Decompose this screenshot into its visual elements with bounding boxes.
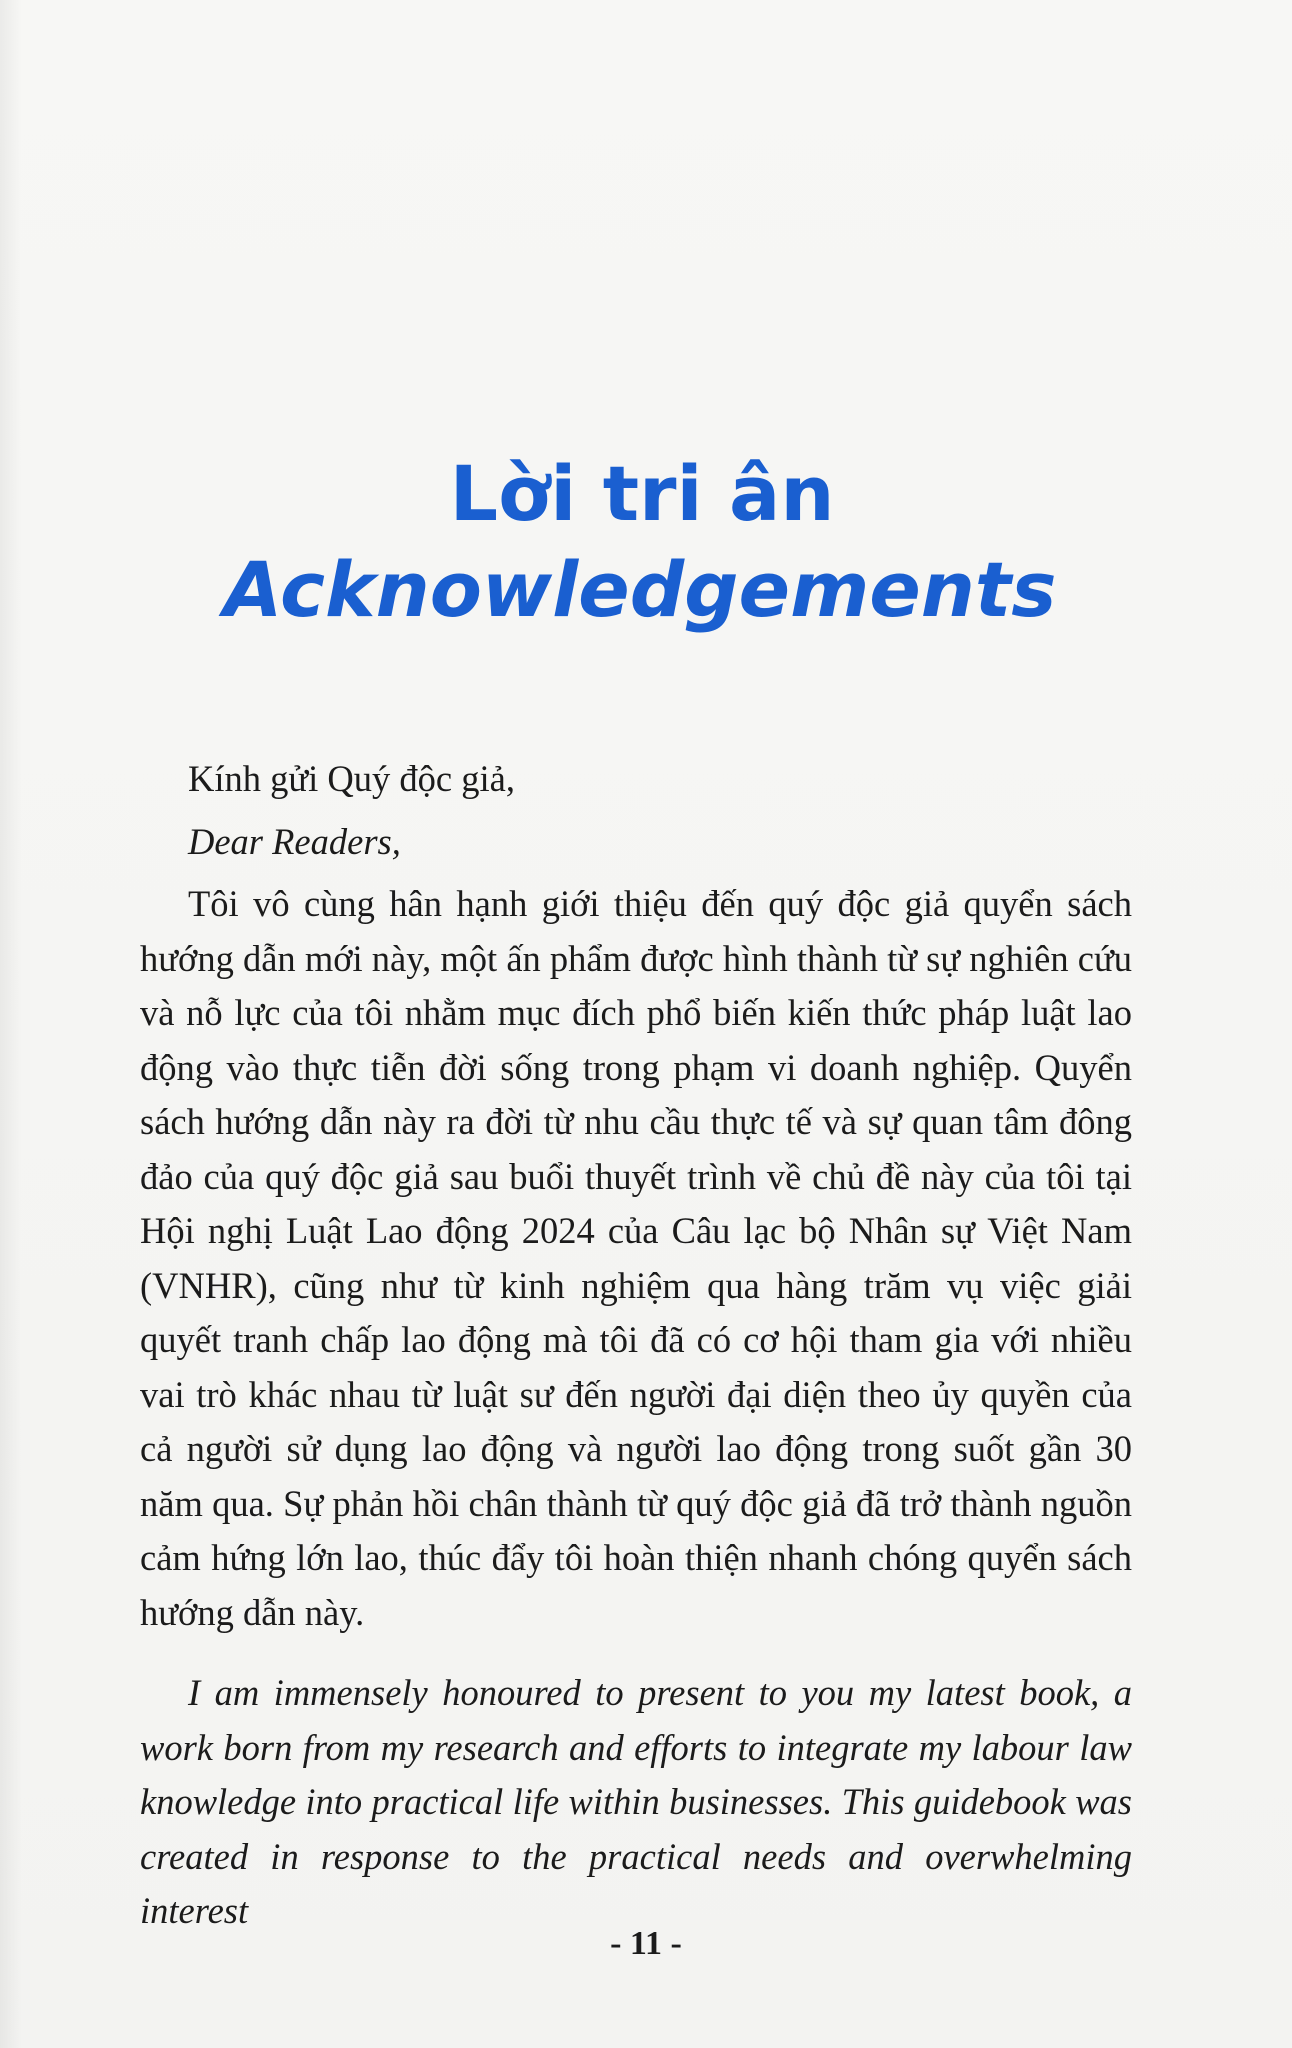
page-title-english: Acknowledgements bbox=[223, 545, 1057, 634]
greeting-vietnamese: Kính gửi Quý độc giả, bbox=[188, 758, 515, 799]
page-number: - 11 - bbox=[610, 1925, 682, 1962]
paragraph-vietnamese: Tôi vô cùng hân hạnh giới thiệu đến quý độc giả quyển sách hướng dẫn mới này, một ấn phẩm được hình thành từ sự nghiên cứu và nỗ lực của tôi nhằm mục đích phổ biến kiến thức pháp luật lao động vào thực tiễn đời sống trong phạm vi doanh nghiệp. Quyển sách hướng dẫn này ra đời từ nhu cầu thực tế và sự quan tâm đông đảo của quý độc giả sau buổi thuyết trình về chủ đề này của tôi tại Hội nghị Luật Lao động 2024 của Câu lạc bộ Nhân sự Việt Nam (VNHR), cũng như từ kinh nghiệm qua hàng trăm vụ việc giải quyết tranh chấp lao động mà tôi đã có cơ hội tham gia với nhiều vai trò khác nhau từ luật sư đến người đại diện theo ủy quyền của cả người sử dụng lao động và người lao động trong suốt gần 30 năm qua. Sự phản hồi chân thành từ quý độc giả đã trở thành nguồn cảm hứng lớn lao, thúc đẩy tôi hoàn thiện nhanh chóng quyển sách hướng dẫn này. bbox=[140, 883, 1132, 1633]
greeting-english: Dear Readers, bbox=[188, 820, 401, 862]
paragraph-english: I am immensely honoured to present to you my latest book, a work born from my research and efforts to integrate my labour law knowledge into practical life within businesses. This guidebook was created in response to the practical needs and overwhelming interest bbox=[140, 1672, 1132, 1931]
page-edge-shadow bbox=[0, 0, 22, 2048]
page-body bbox=[140, 752, 1132, 1975]
page-title-vietnamese: Lời tri ân bbox=[449, 449, 835, 538]
